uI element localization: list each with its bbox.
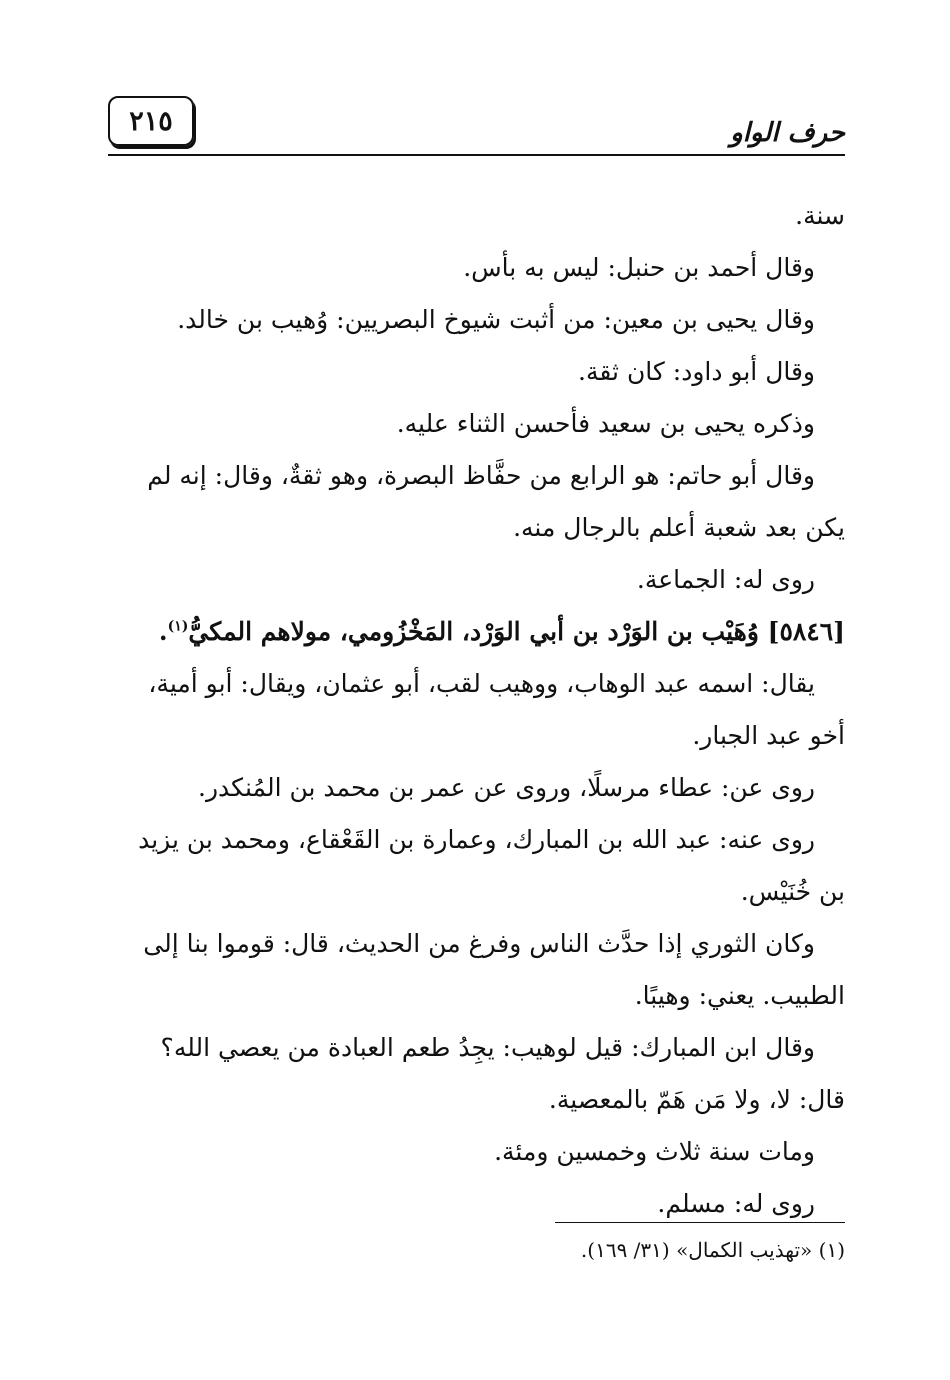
- text-line: ومات سنة ثلاث وخمسين ومئة.: [494, 1137, 815, 1166]
- text-line: يقال: اسمه عبد الوهاب، ووهيب لقب، أبو عثمان، ويقال: أبو أمية،: [148, 669, 815, 698]
- main-text: [105, 190, 845, 1230]
- footnote-rule: [555, 1222, 845, 1223]
- text-line: روى له: مسلم.: [657, 1189, 815, 1218]
- text-line: وكان الثوري إذا حدَّث الناس وفرغ من الحديث، قال: قوموا بنا إلى: [143, 929, 815, 958]
- header-rule: [108, 154, 845, 156]
- text-line: يكن بعد شعبة أعلم بالرجال منه.: [513, 513, 845, 542]
- text-line: وقال أحمد بن حنبل: ليس به بأس.: [463, 253, 815, 282]
- text-line: قال: لا، ولا مَن هَمّ بالمعصية.: [548, 1085, 845, 1114]
- text-line: وقال يحيى بن معين: من أثبت شيوخ البصريين: وُهيب بن خالد.: [177, 305, 815, 334]
- text-line: وقال ابن المبارك: قيل لوهيب: يجِدُ طعم العبادة من يعصي الله؟: [160, 1033, 815, 1062]
- entry-title-end: .: [158, 617, 168, 646]
- text-line: بن خُنَيْس.: [740, 877, 845, 906]
- text-line: روى عنه: عبد الله بن المبارك، وعمارة بن القَعْقاع، ومحمد بن يزيد: [138, 825, 815, 854]
- text-line: الطبيب. يعني: وهيبًا.: [634, 981, 845, 1010]
- text-line: روى له: الجماعة.: [636, 565, 815, 594]
- page-number-box: [108, 96, 194, 146]
- text-line: روى عن: عطاء مرسلًا، وروى عن عمر بن محمد بن المُنكدر.: [198, 773, 815, 802]
- entry-title: [٥٨٤٦] وُهَيْب بن الوَرْد بن أبي الوَرْد، المَخْزُومي، مولاهم المكيُّ: [188, 617, 845, 646]
- text-line: وقال أبو داود: كان ثقة.: [578, 357, 815, 386]
- footnote-reference[interactable]: (١): [167, 618, 189, 635]
- text-line: وذكره يحيى بن سعيد فأحسن الثناء عليه.: [396, 409, 815, 438]
- footnote: (١) «تهذيب الكمال» (٣١/ ١٦٩).: [580, 1238, 845, 1262]
- text-line: وقال أبو حاتم: هو الرابع من حفَّاظ البصرة، وهو ثقةٌ، وقال: إنه لم: [147, 461, 815, 490]
- text-line: سنة.: [795, 201, 845, 230]
- running-head: حرف الواو: [730, 118, 845, 148]
- text-line: أخو عبد الجبار.: [692, 721, 845, 750]
- entry-heading: [105, 606, 845, 658]
- page-number: ٢١٥: [129, 105, 173, 137]
